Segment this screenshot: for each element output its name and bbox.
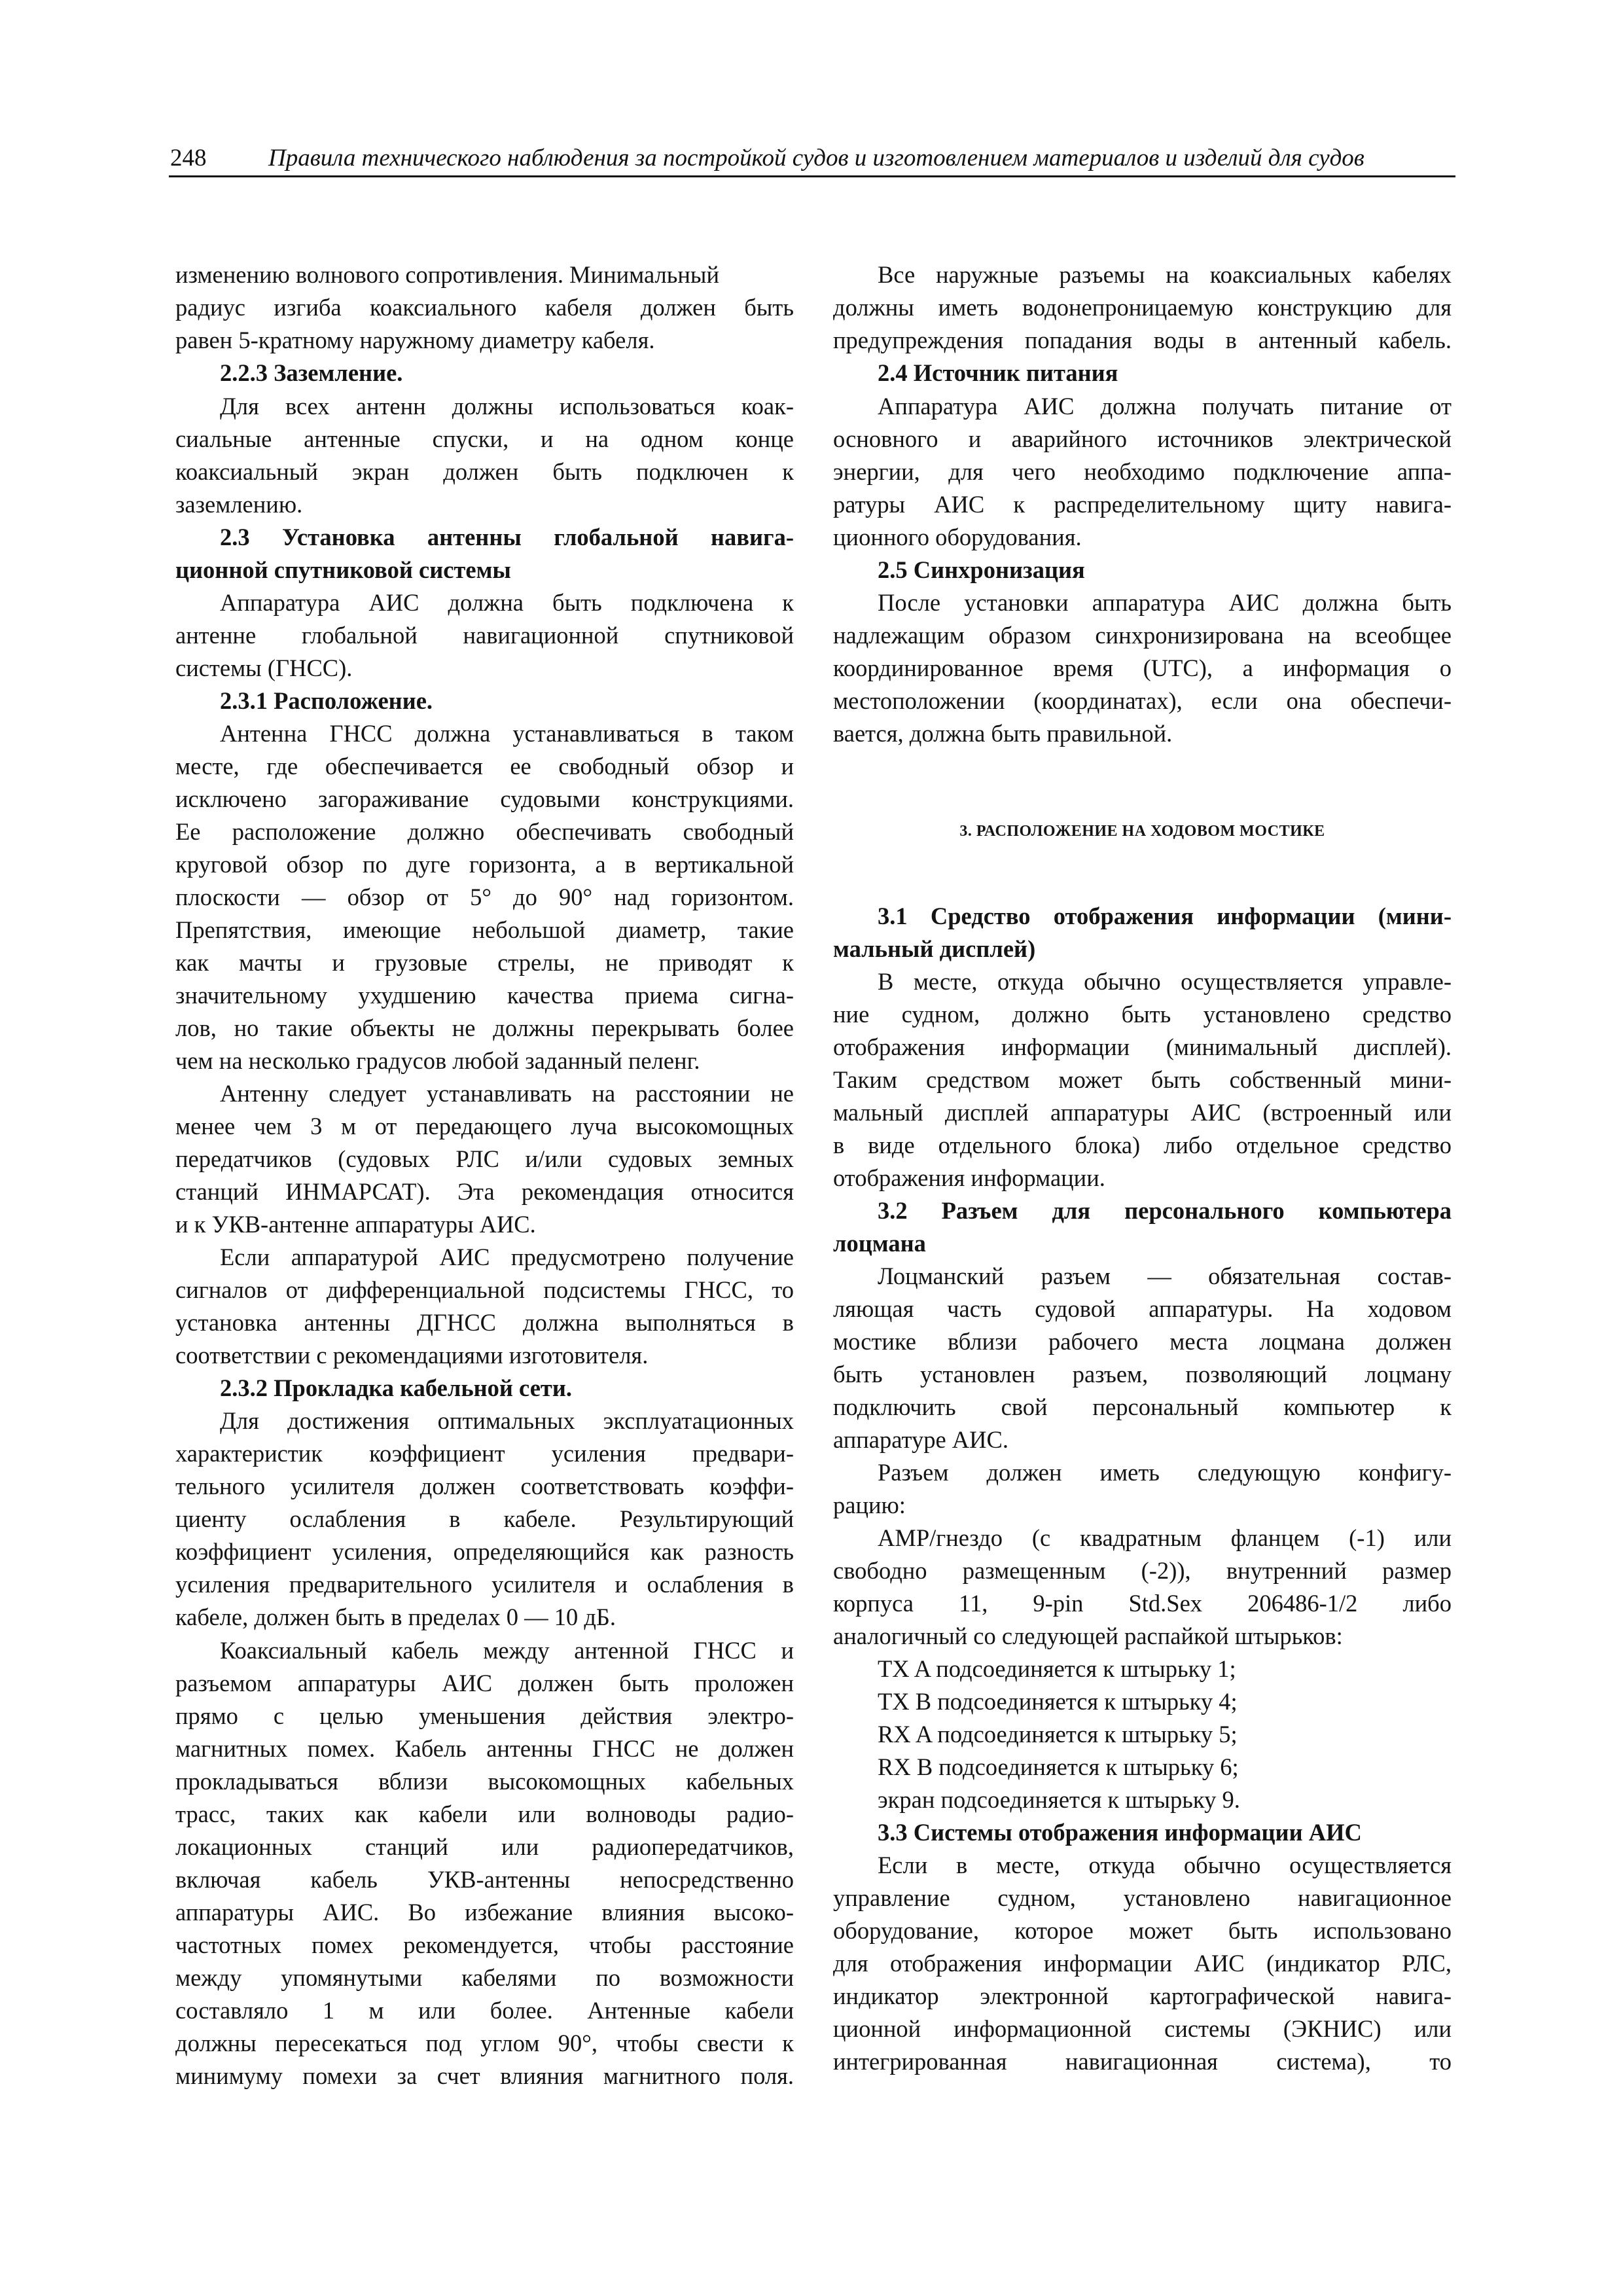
text-line: системы (ГНСС). [175,655,353,681]
text-line: менее чем 3 м от передающего луча высокомощных [175,1113,794,1139]
text-line: лов, но такие объекты не должны перекрывать более [175,1014,794,1041]
text-line: разъемом аппаратуры АИС должен быть проложен [175,1670,794,1696]
section-heading-line: 2.3 Установка антенны глобальной навига- [220,524,794,550]
section-heading-line: мальный дисплей) [833,935,1036,962]
text-line: изменению волнового сопротивления. Минимальный [175,261,719,288]
text-line: радиус изгиба коаксиального кабеля должен быть [175,294,794,321]
text-line: Антенна ГНСС должна устанавливаться в таком [220,720,794,747]
text-line: характеристик коэффициент усиления предвари- [175,1440,794,1467]
text-line: локационных станций или радиопередатчиков, [175,1833,794,1860]
text-line: передатчиков (судовых РЛС и/или судовых земных [175,1145,794,1172]
section-heading-line: лоцмана [833,1230,926,1257]
text-line: корпуса 11, 9-pin Std.Sex 206486-1/2 либо [833,1590,1452,1617]
text-line: станций ИНМАРСАТ). Эта рекомендация относится [175,1178,794,1205]
text-line: прокладываться вблизи высокомощных кабельных [175,1768,794,1795]
text-line: Если аппаратурой АИС предусмотрено получение [220,1244,794,1270]
text-line: мальный дисплей аппаратуры АИС (встроенный или [833,1099,1452,1126]
text-line: ционного оборудования. [833,524,1082,550]
section-heading-line: ционной спутниковой системы [175,556,511,583]
text-line: должны пересекаться под углом 90°, чтобы свести к [175,2030,794,2056]
text-line: Разъем должен иметь следующую конфигу- [878,1459,1452,1486]
text-line: Ее расположение должно обеспечивать свободный [175,818,794,845]
text-line: коаксиальный экран должен быть подключен к [175,458,794,485]
text-line: должны иметь водонепроницаемую конструкцию для [833,294,1452,321]
section-heading-line: 2.3.1 Расположение. [220,687,433,714]
text-line: надлежащим образом синхронизирована на всеобщее [833,622,1452,649]
text-line: установка антенны ДГНСС должна выполняться в [175,1309,794,1336]
text-line: тельного усилителя должен соответствовать коэффи- [175,1473,794,1499]
text-line: экран подсоединяется к штырьку 9. [878,1786,1240,1813]
text-line: RX B подсоединяется к штырьку 6; [878,1753,1239,1780]
text-line: Если в месте, откуда обычно осуществляется [878,1852,1452,1878]
text-line: интегрированная навигационная система), то [833,2048,1452,2075]
section-heading-line: 2.5 Синхронизация [878,556,1085,583]
text-line: кабеле, должен быть в пределах 0 — 10 дБ. [175,1604,616,1630]
text-line: частотных помех рекомендуется, чтобы расстояние [175,1931,794,1958]
text-line: Для достижения оптимальных эксплуатационных [220,1407,794,1434]
text-line: значительному ухудшению качества приема сигна- [175,982,794,1009]
text-line: плоскости — обзор от 5° до 90° над горизонтом. [175,884,794,910]
text-line: соответствии с рекомендациями изготовителя. [175,1342,649,1369]
text-line: трасс, таких как кабели или волноводы радио- [175,1801,794,1827]
text-line: Лоцманский разъем — обязательная состав- [878,1263,1452,1289]
text-line: и к УКВ-антенне аппаратуры АИС. [175,1211,536,1238]
text-line: равен 5-кратному наружному диаметру кабеля. [175,327,655,353]
text-line: коэффициент усиления, определяющийся как разность [175,1538,794,1565]
text-line: мостике вблизи рабочего места лоцмана должен [833,1328,1452,1355]
text-line: TX A подсоединяется к штырьку 1; [878,1655,1236,1682]
section-3-heading: 3. РАСПОЛОЖЕНИЕ НА ХОДОВОМ МОСТИКЕ [959,823,1325,840]
text-line: минимуму помехи за счет влияния магнитного поля. [175,2062,794,2089]
text-line: энергии, для чего необходимо подключение аппа- [833,458,1452,485]
text-line: циенту ослабления в кабеле. Результирующий [175,1505,794,1532]
text-line: подключить свой персональный компьютер к [833,1393,1452,1420]
text-line: индикатор электронной картографической навига- [833,1982,1452,2009]
text-line: Коаксиальный кабель между антенной ГНСС и [220,1637,794,1664]
text-line: аппаратуре АИС. [833,1426,1008,1453]
text-line: между упомянутыми кабелями по возможности [175,1964,794,1991]
text-line: в виде отдельного блока) либо отдельное средство [833,1132,1452,1158]
text-line: ляющая часть судовой аппаратуры. На ходовом [833,1295,1452,1322]
text-line: исключено загораживание судовыми конструкциями. [175,785,794,812]
section-heading-line: 3.3 Системы отображения информации АИС [878,1819,1362,1846]
text-line: чем на несколько градусов любой заданный пеленг. [175,1047,700,1074]
text-line: антенне глобальной навигационной спутниковой [175,622,794,649]
text-line: оборудование, которое может быть использовано [833,1917,1452,1944]
text-line: аппаратуры АИС. Во избежание влияния высоко- [175,1899,794,1926]
text-line: отображения информации (минимальный дисплей). [833,1033,1452,1060]
text-line: основного и аварийного источников электрической [833,425,1452,452]
text-line: ратуры АИС к распределительному щиту навига- [833,491,1452,518]
section-heading-line: 2.3.2 Прокладка кабельной сети. [220,1374,572,1401]
section-heading-line: 2.4 Источник питания [878,359,1118,386]
text-line: магнитных помех. Кабель антенны ГНСС не должен [175,1735,794,1762]
text-line: усиления предварительного усилителя и ослабления в [175,1571,794,1598]
text-line: ционной информационной системы (ЭКНИС) или [833,2015,1452,2042]
text-line: сигналов от дифференциальной подсистемы ГНСС, то [175,1276,794,1303]
text-line: быть установлен разъем, позволяющий лоцману [833,1361,1452,1388]
text-line: отображения информации. [833,1164,1105,1191]
text-line: круговой обзор по дуге горизонта, а в вертикальной [175,851,794,878]
text-line: управление судном, установлено навигационное [833,1884,1452,1911]
text-line: месте, где обеспечивается ее свободный обзор и [175,753,794,780]
text-line: заземлению. [175,491,303,518]
text-line: После установки аппаратура АИС должна быть [878,589,1452,616]
text-line: Антенну следует устанавливать на расстоянии не [220,1080,794,1107]
section-heading-line: 3.2 Разъем для персонального компьютера [878,1197,1452,1224]
text-line: TX B подсоединяется к штырьку 4; [878,1688,1238,1715]
text-line: как мачты и грузовые стрелы, не приводят к [175,949,794,976]
text-line: местоположении (координатах), если она обеспечи- [833,687,1452,714]
text-line: Для всех антенн должны использоваться коак- [220,393,794,420]
text-line: ние судном, должно быть установлено средство [833,1001,1452,1028]
running-header-title: Правила технического наблюдения за постройкой судов и изготовлением материалов и изделий для судов [268,145,1364,171]
text-line: Препятствия, имеющие небольшой диаметр, такие [175,916,794,943]
text-line: AMP/гнездо (с квадратным фланцем (-1) или [878,1524,1452,1551]
text-line: свободно размещенным (-2)), внутренний размер [833,1557,1452,1584]
text-line: аналогичный со следующей распайкой штырьков: [833,1623,1343,1649]
text-line: Аппаратура АИС должна быть подключена к [220,589,794,616]
text-line: для отображения информации АИС (индикатор РЛС, [833,1950,1452,1977]
text-line: координированное время (UTC), а информация о [833,655,1452,681]
text-line: прямо с целью уменьшения действия электро- [175,1702,794,1729]
text-line: RX A подсоединяется к штырьку 5; [878,1721,1238,1748]
header-rule [169,175,1455,177]
text-line: предупреждения попадания воды в антенный кабель. [833,327,1452,353]
text-line: включая кабель УКВ-антенны непосредственно [175,1866,794,1893]
page-number: 248 [170,145,207,171]
text-line: Аппаратура АИС должна получать питание от [878,393,1452,420]
text-line: рацию: [833,1492,906,1518]
text-line: вается, должна быть правильной. [833,720,1173,747]
section-heading-line: 3.1 Средство отображения информации (мини- [878,903,1452,929]
text-line: В месте, откуда обычно осуществляется управле- [878,968,1452,995]
text-line: Таким средством может быть собственный мини- [833,1066,1452,1093]
section-heading-line: 2.2.3 Заземление. [220,359,403,386]
text-line: Все наружные разъемы на коаксиальных кабелях [878,261,1452,288]
text-line: составляло 1 м или более. Антенные кабели [175,1997,794,2024]
text-line: сиальные антенные спуски, и на одном конце [175,425,794,452]
